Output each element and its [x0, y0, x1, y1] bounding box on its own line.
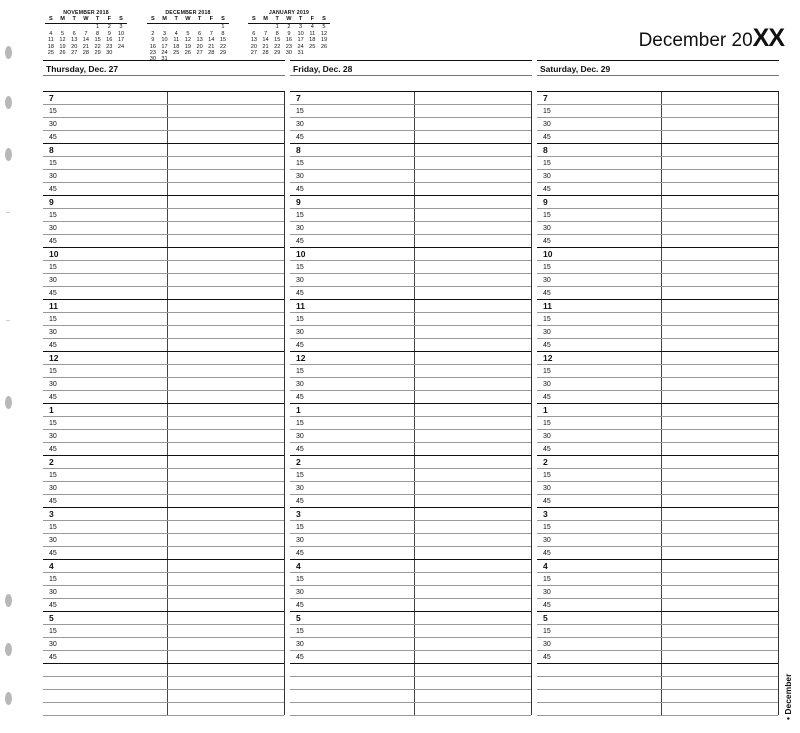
weekday-label: M — [263, 16, 268, 23]
date-cell: 18 — [173, 43, 180, 50]
hour-row[interactable]: 3 — [290, 508, 531, 521]
date-cell: 25 — [309, 43, 316, 50]
quarter-row[interactable]: 30 — [537, 170, 778, 183]
date-cell — [318, 50, 330, 56]
quarter-row[interactable]: 15 — [290, 313, 531, 326]
date-cell: 5 — [60, 30, 65, 37]
quarter-row[interactable]: 15 — [290, 417, 531, 430]
date-cell: 5 — [322, 24, 326, 31]
date-cell: 7 — [263, 30, 268, 37]
weekday-label: W — [83, 16, 89, 23]
schedule-grid — [290, 91, 532, 715]
day-column-saturday — [537, 60, 779, 715]
quarter-row[interactable]: 45 — [290, 339, 531, 352]
date-cell: 26 — [184, 49, 192, 56]
mini-calendar-weekdays — [45, 16, 127, 23]
day-header: Friday, Dec. 28 — [290, 60, 532, 76]
date-cell: 17 — [297, 37, 304, 44]
date-cell: 4 — [49, 30, 53, 37]
punch-hole — [5, 148, 12, 161]
date-cell: 26 — [320, 43, 328, 50]
date-cell: 21 — [208, 43, 215, 50]
quarter-row[interactable]: 45 — [43, 547, 284, 560]
quarter-row[interactable]: 30 — [290, 222, 531, 235]
date-cell: 9 — [287, 30, 291, 37]
date-cell: 30 — [149, 56, 156, 63]
date-cell: 5 — [186, 30, 190, 37]
date-cell: 28 — [262, 49, 269, 56]
hour-row[interactable]: 9 — [43, 196, 284, 209]
date-cell: 8 — [221, 30, 225, 37]
notes-row[interactable] — [43, 703, 284, 716]
quarter-row[interactable]: 45 — [290, 183, 531, 196]
quarter-row[interactable]: 30 — [537, 378, 778, 391]
quarter-row[interactable]: 45 — [43, 339, 284, 352]
date-cell: 10 — [297, 30, 304, 37]
hour-row[interactable]: 1 — [537, 404, 778, 417]
quarter-row[interactable]: 15 — [43, 573, 284, 586]
hour-row[interactable]: 7 — [43, 92, 284, 105]
mini-calendar-title: DECEMBER 2018 — [165, 10, 211, 16]
date-cell: 12 — [320, 30, 328, 37]
hour-row[interactable]: 1 — [290, 404, 531, 417]
quarter-row[interactable]: 45 — [290, 599, 531, 612]
quarter-row[interactable]: 45 — [537, 599, 778, 612]
date-cell: 15 — [94, 37, 101, 44]
quarter-row[interactable]: 30 — [290, 586, 531, 599]
quarter-row[interactable]: 30 — [290, 118, 531, 131]
date-cell: 10 — [161, 37, 168, 44]
quarter-row[interactable]: 45 — [290, 391, 531, 404]
hour-row[interactable]: 3 — [43, 508, 284, 521]
quarter-row[interactable]: 30 — [290, 534, 531, 547]
day-column-thursday — [43, 60, 285, 715]
page-title — [639, 24, 784, 53]
quarter-row[interactable]: 15 — [290, 157, 531, 170]
notes-row[interactable] — [290, 703, 531, 716]
quarter-row[interactable]: 30 — [43, 430, 284, 443]
hour-row[interactable]: 2 — [43, 456, 284, 469]
quarter-row[interactable]: 15 — [43, 521, 284, 534]
notes-row[interactable] — [537, 677, 778, 690]
quarter-row[interactable]: 45 — [537, 235, 778, 248]
quarter-row[interactable]: 30 — [43, 170, 284, 183]
quarter-row[interactable]: 30 — [290, 482, 531, 495]
quarter-row[interactable]: 15 — [537, 417, 778, 430]
quarter-row[interactable]: 15 — [290, 105, 531, 118]
quarter-row[interactable]: 15 — [43, 417, 284, 430]
quarter-row[interactable]: 45 — [43, 287, 284, 300]
weekday-label: T — [275, 16, 279, 23]
quarter-row[interactable]: 30 — [43, 326, 284, 339]
quarter-row[interactable]: 30 — [537, 430, 778, 443]
quarter-row[interactable]: 30 — [43, 586, 284, 599]
month-side-tab-label: • December — [783, 673, 793, 720]
quarter-row[interactable]: 45 — [290, 443, 531, 456]
date-cell: 15 — [274, 37, 281, 44]
quarter-row[interactable]: 15 — [290, 625, 531, 638]
date-cell: 1 — [221, 24, 225, 31]
hour-row[interactable]: 3 — [537, 508, 778, 521]
hour-row[interactable]: 5 — [43, 612, 284, 625]
quarter-row[interactable]: 15 — [43, 261, 284, 274]
date-cell: 9 — [107, 30, 111, 37]
weekday-label: F — [310, 16, 314, 23]
hour-row[interactable]: 4 — [43, 560, 284, 573]
quarter-row[interactable]: 45 — [537, 651, 778, 664]
hour-row[interactable]: 5 — [537, 612, 778, 625]
quarter-row[interactable]: 15 — [537, 521, 778, 534]
quarter-row[interactable]: 45 — [290, 235, 531, 248]
quarter-row[interactable]: 15 — [537, 209, 778, 222]
date-cell: 23 — [285, 43, 293, 50]
hour-row[interactable]: 9 — [537, 196, 778, 209]
notes-row[interactable] — [290, 690, 531, 703]
weekday-label: T — [298, 16, 303, 23]
date-cell: 19 — [184, 43, 192, 50]
weekday-label: F — [107, 16, 111, 23]
quarter-row[interactable]: 15 — [290, 573, 531, 586]
day-header: Saturday, Dec. 29 — [537, 60, 779, 76]
quarter-row[interactable]: 15 — [43, 209, 284, 222]
date-cell: 15 — [219, 37, 227, 44]
date-cell: 31 — [161, 56, 168, 63]
quarter-row[interactable]: 45 — [43, 443, 284, 456]
quarter-row[interactable]: 15 — [43, 625, 284, 638]
quarter-row[interactable]: 30 — [537, 534, 778, 547]
weekday-label: S — [150, 16, 155, 23]
date-cell: 14 — [262, 37, 269, 44]
quarter-row[interactable]: 45 — [537, 495, 778, 508]
hour-row[interactable]: 8 — [290, 144, 531, 157]
weekday-label: W — [185, 16, 191, 23]
date-cell: 29 — [94, 49, 101, 56]
punch-hole — [5, 643, 12, 656]
quarter-row[interactable]: 15 — [537, 469, 778, 482]
weekday-label: W — [286, 16, 292, 23]
date-cell: 13 — [250, 37, 257, 44]
page-title-year: XX — [752, 24, 784, 52]
hour-row[interactable]: 2 — [537, 456, 778, 469]
quarter-row[interactable]: 15 — [290, 209, 531, 222]
date-cell: 3 — [299, 24, 303, 31]
date-cell: 7 — [209, 30, 213, 37]
date-cell: 19 — [59, 43, 66, 50]
date-cell: 8 — [96, 30, 100, 37]
weekday-label: T — [72, 16, 76, 23]
date-cell: 11 — [173, 37, 180, 44]
quarter-row[interactable]: 45 — [290, 287, 531, 300]
quarter-row[interactable]: 15 — [537, 573, 778, 586]
date-cell: 18 — [309, 37, 316, 44]
date-cell: 29 — [274, 49, 281, 56]
mini-calendar-title: JANUARY 2019 — [268, 10, 310, 16]
date-cell: 23 — [106, 43, 113, 50]
quarter-row[interactable]: 45 — [537, 443, 778, 456]
date-cell: 19 — [320, 37, 328, 44]
quarter-row[interactable]: 15 — [43, 105, 284, 118]
mini-calendar-week — [45, 50, 127, 56]
quarter-row[interactable]: 45 — [537, 547, 778, 560]
margin-mark — [6, 320, 10, 321]
date-cell: 20 — [196, 43, 203, 50]
punch-hole — [5, 96, 12, 109]
notes-row[interactable] — [290, 664, 531, 677]
quarter-row[interactable]: 30 — [537, 638, 778, 651]
hour-row[interactable]: 8 — [537, 144, 778, 157]
date-cell: 24 — [161, 49, 168, 56]
date-cell: 17 — [161, 43, 168, 50]
hour-row[interactable]: 10 — [290, 248, 531, 261]
date-cell: 3 — [162, 30, 167, 37]
weekday-label: M — [60, 16, 65, 23]
page-title-month: December 20 — [638, 30, 753, 51]
hour-row[interactable]: 10 — [43, 248, 284, 261]
punch-hole — [5, 692, 12, 705]
hour-row[interactable]: 11 — [290, 300, 531, 313]
date-cell — [306, 50, 318, 56]
mini-calendar-november — [45, 10, 127, 56]
quarter-row[interactable]: 30 — [537, 222, 778, 235]
date-cell: 22 — [94, 43, 101, 50]
date-cell: 28 — [208, 49, 215, 56]
hour-row[interactable]: 11 — [537, 300, 778, 313]
date-cell: 27 — [196, 49, 203, 56]
date-cell — [115, 50, 127, 56]
date-cell: 16 — [285, 37, 293, 44]
date-cell: 25 — [173, 49, 180, 56]
hour-row[interactable]: 12 — [290, 352, 531, 365]
date-cell: 4 — [310, 24, 314, 31]
notes-row[interactable] — [43, 690, 284, 703]
quarter-row[interactable]: 45 — [43, 651, 284, 664]
date-cell: 27 — [250, 49, 257, 56]
punch-hole — [5, 46, 12, 59]
hour-row[interactable]: 12 — [537, 352, 778, 365]
quarter-row[interactable]: 45 — [43, 131, 284, 144]
weekday-label: T — [174, 16, 178, 23]
weekday-label: T — [95, 16, 100, 23]
margin-mark — [6, 212, 10, 213]
quarter-row[interactable]: 15 — [537, 261, 778, 274]
date-cell: 4 — [174, 30, 178, 37]
quarter-row[interactable]: 45 — [290, 547, 531, 560]
quarter-row[interactable]: 30 — [43, 222, 284, 235]
quarter-row[interactable]: 30 — [537, 326, 778, 339]
date-cell: 21 — [262, 43, 269, 50]
date-cell: 26 — [59, 49, 66, 56]
month-side-tab — [783, 662, 795, 720]
punch-hole — [5, 396, 12, 409]
weekday-label: S — [48, 16, 53, 23]
date-cell: 2 — [107, 24, 111, 31]
date-cell: 9 — [151, 37, 155, 44]
quarter-row[interactable]: 45 — [537, 339, 778, 352]
quarter-row[interactable]: 15 — [43, 469, 284, 482]
notes-row[interactable] — [43, 677, 284, 690]
mini-calendar-weekdays — [147, 16, 229, 23]
notes-row[interactable] — [43, 664, 284, 677]
hour-row[interactable]: 9 — [290, 196, 531, 209]
weekday-label: S — [251, 16, 256, 23]
quarter-row[interactable]: 15 — [290, 261, 531, 274]
quarter-row[interactable]: 15 — [290, 365, 531, 378]
date-cell: 28 — [82, 49, 90, 56]
hour-row[interactable]: 4 — [290, 560, 531, 573]
quarter-row[interactable]: 15 — [537, 105, 778, 118]
quarter-row[interactable]: 45 — [43, 599, 284, 612]
notes-row[interactable] — [537, 690, 778, 703]
quarter-row[interactable]: 15 — [537, 625, 778, 638]
quarter-row[interactable]: 15 — [290, 469, 531, 482]
notes-row[interactable] — [537, 703, 778, 716]
quarter-row[interactable]: 30 — [43, 378, 284, 391]
date-cell: 2 — [287, 24, 291, 31]
quarter-row[interactable]: 45 — [537, 391, 778, 404]
date-cell: 17 — [117, 37, 125, 44]
quarter-row[interactable]: 30 — [43, 482, 284, 495]
quarter-row[interactable]: 30 — [43, 118, 284, 131]
date-cell: 10 — [117, 30, 125, 37]
date-cell: 27 — [71, 49, 78, 56]
hour-row[interactable]: 5 — [290, 612, 531, 625]
date-cell: 11 — [47, 37, 54, 44]
notes-row[interactable] — [290, 677, 531, 690]
quarter-row[interactable]: 30 — [537, 482, 778, 495]
date-cell: 23 — [149, 49, 156, 56]
date-cell: 11 — [309, 30, 316, 37]
date-cell: 20 — [250, 43, 257, 50]
quarter-row[interactable]: 15 — [537, 365, 778, 378]
quarter-row[interactable]: 45 — [43, 235, 284, 248]
quarter-row[interactable]: 15 — [537, 313, 778, 326]
quarter-row[interactable]: 15 — [290, 521, 531, 534]
hour-row[interactable]: 12 — [43, 352, 284, 365]
date-cell: 21 — [82, 43, 90, 50]
date-cell: 29 — [219, 49, 227, 56]
mini-calendar-title: NOVEMBER 2018 — [63, 10, 109, 16]
date-cell: 25 — [47, 49, 54, 56]
quarter-row[interactable]: 30 — [537, 118, 778, 131]
date-cell: 30 — [285, 49, 293, 56]
date-cell: 6 — [72, 30, 76, 37]
weekday-label: F — [209, 16, 213, 23]
date-cell: 2 — [151, 30, 155, 37]
date-cell: 8 — [275, 30, 279, 37]
date-cell: 24 — [117, 43, 125, 50]
mini-calendar-weekdays — [248, 16, 330, 23]
quarter-row[interactable]: 45 — [537, 287, 778, 300]
day-column-friday — [290, 60, 532, 715]
weekday-label: T — [197, 16, 202, 23]
quarter-row[interactable]: 45 — [290, 651, 531, 664]
schedule-grid — [43, 91, 285, 715]
quarter-row[interactable]: 45 — [290, 495, 531, 508]
quarter-row[interactable]: 30 — [537, 274, 778, 287]
date-cell: 24 — [297, 43, 304, 50]
date-cell: 14 — [82, 37, 90, 44]
hour-row[interactable]: 10 — [537, 248, 778, 261]
quarter-row[interactable]: 15 — [43, 365, 284, 378]
date-cell: 16 — [106, 37, 113, 44]
schedule-grid — [537, 91, 779, 715]
quarter-row[interactable]: 30 — [290, 378, 531, 391]
quarter-row[interactable]: 30 — [290, 638, 531, 651]
date-cell: 31 — [297, 49, 304, 56]
quarter-row[interactable]: 45 — [537, 131, 778, 144]
date-cell: 12 — [59, 37, 66, 44]
quarter-row[interactable]: 15 — [43, 313, 284, 326]
day-header: Thursday, Dec. 27 — [43, 60, 285, 76]
quarter-row[interactable]: 45 — [43, 391, 284, 404]
hour-row[interactable]: 7 — [537, 92, 778, 105]
quarter-row[interactable]: 30 — [290, 326, 531, 339]
notes-row[interactable] — [537, 664, 778, 677]
quarter-row[interactable]: 30 — [43, 534, 284, 547]
date-cell: 22 — [219, 43, 227, 50]
quarter-row[interactable]: 45 — [43, 495, 284, 508]
date-cell: 6 — [252, 30, 256, 37]
quarter-row[interactable]: 30 — [290, 430, 531, 443]
quarter-row[interactable]: 15 — [537, 157, 778, 170]
date-cell: 16 — [149, 43, 156, 50]
quarter-row[interactable]: 30 — [537, 586, 778, 599]
hour-row[interactable]: 7 — [290, 92, 531, 105]
date-cell: 14 — [208, 37, 215, 44]
quarter-row[interactable]: 45 — [290, 131, 531, 144]
weekday-label: S — [322, 16, 326, 23]
hour-row[interactable]: 4 — [537, 560, 778, 573]
date-cell: 1 — [96, 24, 100, 31]
date-cell: 1 — [275, 24, 279, 31]
date-cell: 6 — [198, 30, 202, 37]
weekday-label: S — [221, 16, 225, 23]
mini-calendar-week — [248, 50, 330, 56]
quarter-row[interactable]: 30 — [43, 274, 284, 287]
hour-row[interactable]: 11 — [43, 300, 284, 313]
date-cell: 13 — [196, 37, 203, 44]
date-cell: 3 — [119, 24, 123, 31]
quarter-row[interactable]: 45 — [43, 183, 284, 196]
mini-calendar-december — [147, 10, 229, 63]
weekday-label: M — [162, 16, 167, 23]
quarter-row[interactable]: 30 — [290, 170, 531, 183]
date-cell: 13 — [71, 37, 78, 44]
date-cell: 20 — [71, 43, 78, 50]
quarter-row[interactable]: 45 — [537, 183, 778, 196]
weekday-label: S — [119, 16, 123, 23]
date-cell: 22 — [274, 43, 281, 50]
hour-row[interactable]: 2 — [290, 456, 531, 469]
date-cell: 7 — [84, 30, 88, 37]
quarter-row[interactable]: 15 — [43, 157, 284, 170]
punch-hole — [5, 594, 12, 607]
date-cell: 30 — [106, 49, 113, 56]
date-cell: 18 — [47, 43, 54, 50]
hour-row[interactable]: 1 — [43, 404, 284, 417]
quarter-row[interactable]: 30 — [43, 638, 284, 651]
hour-row[interactable]: 8 — [43, 144, 284, 157]
quarter-row[interactable]: 30 — [290, 274, 531, 287]
mini-calendar-january — [248, 10, 330, 56]
date-cell: 12 — [184, 37, 192, 44]
